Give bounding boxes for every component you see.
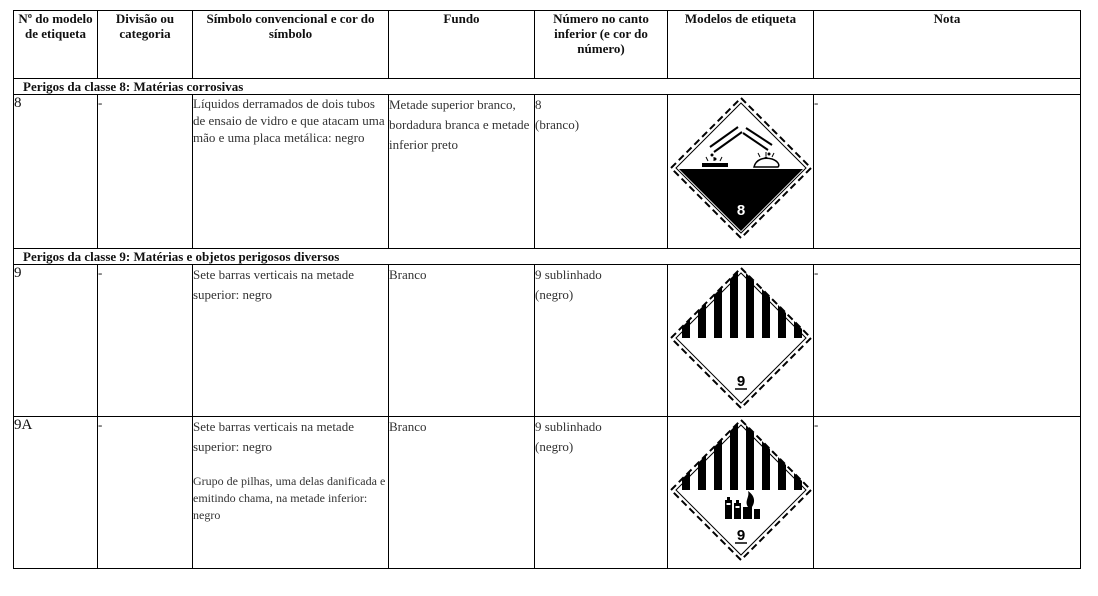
symbol-description: Sete barras verticais na metade superior: negro xyxy=(193,265,389,417)
corner-number xyxy=(535,265,668,417)
corner-number-value: 9 sublinhado xyxy=(535,267,602,282)
label-model xyxy=(668,265,814,417)
model-no: 8 xyxy=(14,95,98,249)
note: - xyxy=(814,417,1081,569)
label-number: 8 xyxy=(736,202,746,219)
symbol-description xyxy=(193,95,389,249)
background-description: Metade superior branco, bordadura branca e metade inferior preto xyxy=(389,95,535,249)
header-note: Nota xyxy=(814,11,1081,79)
label-model xyxy=(668,95,814,249)
division: - xyxy=(98,95,193,249)
header-corner-number: Número no canto inferior (e cor do número) xyxy=(535,11,668,79)
label-model xyxy=(668,417,814,569)
model-no: 9 xyxy=(14,265,98,417)
corner-number-color: (negro) xyxy=(535,287,574,302)
note: - xyxy=(814,95,1081,249)
header-symbol: Símbolo convencional e cor do símbolo xyxy=(193,11,389,79)
header-background: Fundo xyxy=(389,11,535,79)
section-class-9 xyxy=(14,249,1081,265)
header-model-no: Nº do modelo de etiqueta xyxy=(14,11,98,79)
note: - xyxy=(814,265,1081,417)
section-title: Perigos da classe 8: Matérias corrosivas xyxy=(14,79,1081,95)
model-no: 9A xyxy=(14,417,98,569)
section-title: Perigos da classe 9: Matérias e objetos perigosos diversos xyxy=(14,249,1081,265)
symbol-text: Sete barras verticais na metade superior: negro xyxy=(193,419,354,454)
header-row xyxy=(14,11,1081,79)
spacer xyxy=(193,457,388,473)
table-row xyxy=(14,95,1081,249)
table-row xyxy=(14,265,1081,417)
division: - xyxy=(98,417,193,569)
lithium-battery-label-icon xyxy=(668,417,814,563)
table-row xyxy=(14,417,1081,569)
section-class-8 xyxy=(14,79,1081,95)
symbol-description xyxy=(193,417,389,569)
label-number: 9 xyxy=(736,373,746,390)
division: - xyxy=(98,265,193,417)
corner-number xyxy=(535,417,668,569)
corrosive-label-icon xyxy=(668,95,814,241)
corner-number-color: (negro) xyxy=(535,439,574,454)
background-description: Branco xyxy=(389,265,535,417)
corner-number-color: (branco) xyxy=(535,117,580,132)
header-division: Divisão ou categoria xyxy=(98,11,193,79)
header-models: Modelos de etiqueta xyxy=(668,11,814,79)
symbol-text: Líquidos derramados de dois tubos de ensaio de vidro e que atacam uma mão e uma placa metálica: negro xyxy=(193,96,385,145)
corner-number xyxy=(535,95,668,249)
corner-number-value: 8 xyxy=(535,97,542,112)
label-models-table xyxy=(13,10,1081,569)
miscellaneous-label-icon xyxy=(668,265,814,411)
symbol-extra-text: Grupo de pilhas, uma delas danificada e emitindo chama, na metade inferior: negro xyxy=(193,474,386,522)
corner-number-value: 9 sublinhado xyxy=(535,419,602,434)
background-description: Branco xyxy=(389,417,535,569)
label-number: 9 xyxy=(736,527,746,544)
